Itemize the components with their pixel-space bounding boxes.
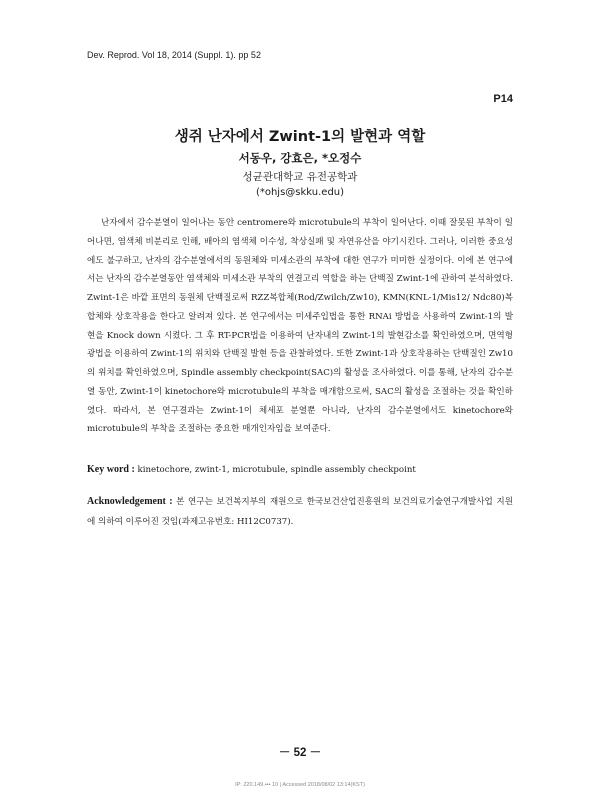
corresponding-email: (*ohjs@skku.edu)	[255, 187, 345, 198]
page-number: － 52 －	[278, 747, 322, 759]
paper-title: 생쥐 난자에서 Zwint-1의 발현과 역할	[174, 129, 426, 145]
poster-number: P14	[493, 93, 513, 105]
keywords-label: Key word :	[87, 464, 135, 475]
affiliation: 성균관대학교 유전공학과	[242, 171, 358, 183]
abstract-body: 난자에서 감수분열이 일어나는 동안 centromere와 microtubule의 부착이 일어난다. 이때 잘못된 부착이 일어나면, 염색체 비분리로 인해, 배아의 염색체 이수성, 착상실패 및 자연유산을 야기시킨다. 그러나, 이러한 중요성에도 불구하고, 난자의 감수분열에서의 동원체와 미세소관의 부착에 대한 연구가 미미한 실정이다. 이에 본 연구에서는 난자의 감수분열동안 염색체와 미세소관 부착의 연결고리 역할을 하는 단백질 Zwint-1에 관하여 분석하였다. Zwint-1은 바깥 표면의 동원체 단백질로써 RZZ복합체(Rod/Zwilch/Zw10), KMN(KNL-1/Mis12/ Ndc80)복합체와 상호작용을 한다고 알려져 있다. 본 연구에서는 미세주입법을 통한 RNAi 방법을 사용하여 Zwint-1의 발현을 Knock down 시켰다. 그 후 RT-PCR법을 이용하여 난자내의 Zwint-1의 발현감소를 확인하였으며, 면역형광법을 이용하여 Zwint-1의 위치와 단백질 발현 등을 관찰하였다. 또한 Zwint-1과 상호작용하는 단백질인 Zw10의 위치를 확인하였으며, Spindle assembly checkpoint(SAC)의 활성을 조사하였다. 이를 통해, 난자의 감수분열 동안, Zwint-1이 kinetochore와 microtubule의 부착을 매개함으로써, SAC의 활성을 조절하는 것을 확인하였다. 따라서, 본 연구결과는 Zwint-1이 체세포 분열뿐 아니라, 난자의 감수분열에서도 kinetochore와 microtubule의 부착을 조절하는 중요한 매개인자임을 보여준다.	[87, 218, 513, 435]
keywords-text: kinetochore, zwint-1, microtubule, spindle assembly checkpoint	[137, 465, 416, 475]
journal-citation: Dev. Reprod. Vol 18, 2014 (Suppl. 1). pp 52	[87, 50, 261, 60]
acknowledgement-label: Acknowledgement :	[87, 496, 173, 507]
acknowledgement	[87, 492, 513, 532]
authors: 서동우, 강효은, *오정수	[238, 151, 362, 165]
keywords	[87, 462, 513, 478]
acknowledgement-text: 본 연구는 보건복지부의 재원으로 한국보건산업진흥원의 보건의료기술연구개발사업 지원에 의하여 이루어진 것임(과제고유번호: HI12C0737).	[87, 497, 514, 527]
access-footer: IP: 220.149.••• 10 | Accessed 2018/08/02 13:14(KST)	[235, 782, 365, 788]
